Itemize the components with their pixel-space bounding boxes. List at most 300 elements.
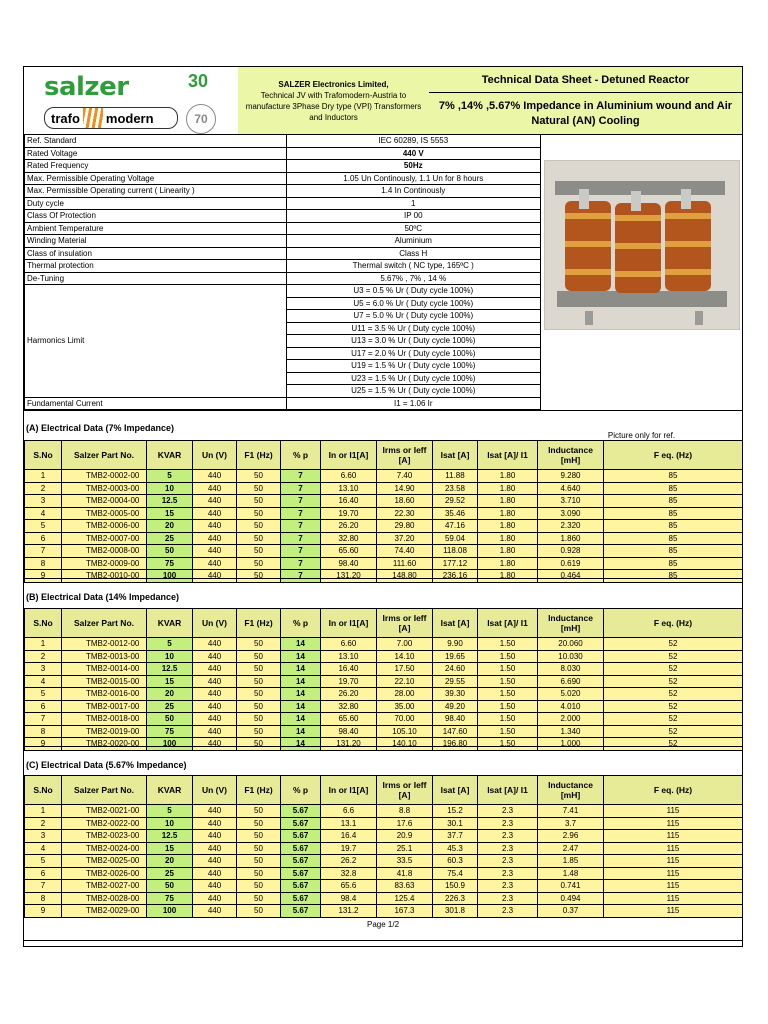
- spec-row: [25, 135, 541, 148]
- table-cell: 1.80: [478, 507, 538, 520]
- table-cell: TMB2-0017-00: [62, 700, 147, 713]
- table-cell: 52: [604, 663, 743, 676]
- column-header: In or I1[A]: [321, 609, 377, 638]
- table-cell: 1.50: [478, 675, 538, 688]
- trafo-logo-left: trafo: [51, 110, 80, 126]
- table-cell: 98.40: [433, 713, 478, 726]
- table-cell: 50: [237, 495, 281, 508]
- table-cell: TMB2-0023-00: [62, 830, 147, 843]
- table-cell: 440: [193, 817, 237, 830]
- table-cell: TMB2-0019-00: [62, 725, 147, 738]
- table-cell: 65.6: [321, 880, 377, 893]
- table-cell: TMB2-0025-00: [62, 855, 147, 868]
- table-cell: 440: [193, 855, 237, 868]
- spec-row: [25, 197, 541, 210]
- table-cell: 7.40: [377, 470, 433, 483]
- table-cell: TMB2-0004-00: [62, 495, 147, 508]
- table-cell: 7.41: [538, 805, 604, 818]
- table-cell: 2.96: [538, 830, 604, 843]
- table-row: [25, 867, 743, 880]
- table-cell: 15: [147, 675, 193, 688]
- spec-label: Rated Voltage: [25, 147, 287, 160]
- table-cell: 5.67: [281, 817, 321, 830]
- table-cell: 301.8: [433, 905, 478, 918]
- table-cell: 100: [147, 738, 193, 751]
- column-header: Salzer Part No.: [62, 441, 147, 470]
- table-cell: 1.48: [538, 867, 604, 880]
- table-row: [25, 532, 743, 545]
- spec-value: I1 = 1.06 Ir: [286, 397, 540, 410]
- table-cell: 8.030: [538, 663, 604, 676]
- table-header-row: [25, 776, 743, 805]
- table-cell: 2.3: [478, 842, 538, 855]
- column-header: In or I1[A]: [321, 441, 377, 470]
- table-cell: 52: [604, 725, 743, 738]
- table-row: [25, 557, 743, 570]
- table-cell: 3: [25, 830, 62, 843]
- table-cell: 440: [193, 675, 237, 688]
- table-cell: 1.50: [478, 650, 538, 663]
- table-cell: 50: [237, 892, 281, 905]
- table-cell: 35.00: [377, 700, 433, 713]
- table-cell: 29.80: [377, 520, 433, 533]
- table-cell: 25: [147, 532, 193, 545]
- table-cell: 50: [237, 700, 281, 713]
- table-cell: 1: [25, 470, 62, 483]
- table-cell: TMB2-0028-00: [62, 892, 147, 905]
- table-cell: 14: [281, 663, 321, 676]
- column-header: S.No: [25, 441, 62, 470]
- table-cell: 150.9: [433, 880, 478, 893]
- column-header: Isat [A]: [433, 609, 478, 638]
- table-row: [25, 650, 743, 663]
- table-row: [25, 495, 743, 508]
- spec-row: [25, 185, 541, 198]
- table-cell: 5.67: [281, 892, 321, 905]
- table-cell: 19.70: [321, 507, 377, 520]
- divider: [24, 746, 742, 747]
- table-cell: 75.4: [433, 867, 478, 880]
- title-block: [429, 67, 742, 134]
- table-row: [25, 545, 743, 558]
- table-cell: 49.20: [433, 700, 478, 713]
- table-cell: 196.80: [433, 738, 478, 751]
- spec-row: [25, 285, 541, 298]
- document-title: Technical Data Sheet - Detuned Reactor: [429, 67, 742, 93]
- spec-value: Thermal switch ( NC type, 165ºC ): [286, 260, 540, 273]
- table-cell: 50: [237, 713, 281, 726]
- table-cell: 1.80: [478, 557, 538, 570]
- table-cell: 35.46: [433, 507, 478, 520]
- table-cell: TMB2-0014-00: [62, 663, 147, 676]
- column-header: Irms or Ieff [A]: [377, 441, 433, 470]
- divider: [24, 410, 742, 411]
- table-cell: 32.80: [321, 700, 377, 713]
- table-cell: TMB2-0002-00: [62, 470, 147, 483]
- table-cell: 17.50: [377, 663, 433, 676]
- table-cell: TMB2-0026-00: [62, 867, 147, 880]
- spec-value: 5.67% , 7% , 14 %: [286, 272, 540, 285]
- table-cell: 7: [281, 520, 321, 533]
- table-cell: 98.40: [321, 557, 377, 570]
- table-cell: 65.60: [321, 713, 377, 726]
- table-cell: 100: [147, 570, 193, 583]
- table-cell: 115: [604, 905, 743, 918]
- column-header: F eq. (Hz): [604, 609, 743, 638]
- table-cell: 37.7: [433, 830, 478, 843]
- column-header: Salzer Part No.: [62, 609, 147, 638]
- table-row: [25, 507, 743, 520]
- table-row: [25, 688, 743, 701]
- table-cell: TMB2-0015-00: [62, 675, 147, 688]
- table-cell: 20: [147, 688, 193, 701]
- table-cell: 7: [281, 495, 321, 508]
- divider: [24, 578, 742, 579]
- column-header: Irms or Ieff [A]: [377, 609, 433, 638]
- table-row: [25, 675, 743, 688]
- table-cell: 0.928: [538, 545, 604, 558]
- table-cell: 50: [237, 470, 281, 483]
- table-cell: 85: [604, 557, 743, 570]
- table-cell: 2.3: [478, 817, 538, 830]
- table-cell: 50: [237, 817, 281, 830]
- table-cell: 22.10: [377, 675, 433, 688]
- table-cell: 131.20: [321, 738, 377, 751]
- table-row: [25, 638, 743, 651]
- table-cell: 26.20: [321, 688, 377, 701]
- trafomodern-70-years-badge: 70: [186, 104, 216, 134]
- datasheet: [23, 66, 743, 947]
- spec-value: 50Hz: [286, 160, 540, 173]
- table-cell: 5.67: [281, 905, 321, 918]
- column-header: KVAR: [147, 441, 193, 470]
- table-cell: 23.58: [433, 482, 478, 495]
- table-cell: 10: [147, 482, 193, 495]
- table-cell: 26.2: [321, 855, 377, 868]
- table-cell: 85: [604, 470, 743, 483]
- table-cell: 60.3: [433, 855, 478, 868]
- table-cell: 5.67: [281, 830, 321, 843]
- specification-table: [24, 134, 541, 410]
- table-cell: 1: [25, 638, 62, 651]
- table-cell: 37.20: [377, 532, 433, 545]
- spec-row: [25, 247, 541, 260]
- table-cell: 115: [604, 817, 743, 830]
- spec-label: Class Of Protection: [25, 210, 287, 223]
- spec-label: Ref. Standard: [25, 135, 287, 148]
- table-cell: 3: [25, 495, 62, 508]
- table-cell: 14: [281, 700, 321, 713]
- table-cell: 50: [237, 905, 281, 918]
- electrical-data-table-b: [24, 608, 743, 751]
- table-cell: 2.000: [538, 713, 604, 726]
- table-cell: 52: [604, 675, 743, 688]
- table-cell: 41.8: [377, 867, 433, 880]
- table-cell: 75: [147, 725, 193, 738]
- table-cell: 9: [25, 905, 62, 918]
- table-cell: 8: [25, 892, 62, 905]
- column-header: F1 (Hz): [237, 441, 281, 470]
- harmonic-value: U11 = 3.5 % Ur ( Duty cycle 100%): [286, 322, 540, 335]
- table-cell: TMB2-0027-00: [62, 880, 147, 893]
- table-cell: 20.060: [538, 638, 604, 651]
- table-cell: 440: [193, 570, 237, 583]
- table-cell: 1.50: [478, 638, 538, 651]
- photo-area: [541, 134, 742, 440]
- table-cell: TMB2-0018-00: [62, 713, 147, 726]
- table-cell: 3: [25, 663, 62, 676]
- table-cell: 167.3: [377, 905, 433, 918]
- table-cell: 52: [604, 638, 743, 651]
- document-subtitle: 7% ,14% ,5.67% Impedance in Aluminium wound and Air Natural (AN) Cooling: [438, 99, 733, 127]
- table-cell: TMB2-0013-00: [62, 650, 147, 663]
- table-cell: 147.60: [433, 725, 478, 738]
- column-header: Un (V): [193, 776, 237, 805]
- table-cell: 7: [281, 570, 321, 583]
- table-cell: 14: [281, 738, 321, 751]
- table-cell: 5.67: [281, 805, 321, 818]
- table-cell: 14: [281, 675, 321, 688]
- table-cell: 440: [193, 842, 237, 855]
- table-cell: 2: [25, 650, 62, 663]
- harmonic-value: U5 = 6.0 % Ur ( Duty cycle 100%): [286, 297, 540, 310]
- table-cell: 83.63: [377, 880, 433, 893]
- table-cell: 32.80: [321, 532, 377, 545]
- table-cell: 6.60: [321, 470, 377, 483]
- table-cell: 440: [193, 880, 237, 893]
- table-row: [25, 570, 743, 583]
- table-cell: 18.60: [377, 495, 433, 508]
- table-cell: 440: [193, 713, 237, 726]
- table-cell: 4: [25, 675, 62, 688]
- table-cell: 25.1: [377, 842, 433, 855]
- table-cell: 50: [237, 855, 281, 868]
- column-header: KVAR: [147, 776, 193, 805]
- spec-row: [25, 172, 541, 185]
- table-cell: 50: [237, 650, 281, 663]
- spec-value: IEC 60289, IS 5553: [286, 135, 540, 148]
- salzer-30-years-badge: 30: [188, 71, 209, 91]
- reactor-photo: [544, 160, 740, 330]
- table-cell: 50: [237, 830, 281, 843]
- table-row: [25, 805, 743, 818]
- table-cell: 6.6: [321, 805, 377, 818]
- table-cell: 440: [193, 805, 237, 818]
- table-cell: 50: [147, 713, 193, 726]
- column-header: F1 (Hz): [237, 776, 281, 805]
- table-cell: 13.1: [321, 817, 377, 830]
- table-cell: 440: [193, 495, 237, 508]
- table-row: [25, 713, 743, 726]
- table-cell: 14.90: [377, 482, 433, 495]
- table-row: [25, 520, 743, 533]
- page-number: Page 1/2: [366, 920, 400, 929]
- spec-label: Duty cycle: [25, 197, 287, 210]
- table-cell: 20: [147, 855, 193, 868]
- table-cell: 12.5: [147, 830, 193, 843]
- table-cell: 75: [147, 892, 193, 905]
- table-cell: 65.60: [321, 545, 377, 558]
- table-cell: 4: [25, 507, 62, 520]
- table-cell: 5: [147, 470, 193, 483]
- table-cell: 52: [604, 738, 743, 751]
- column-header: Isat [A]: [433, 776, 478, 805]
- spec-row: [25, 235, 541, 248]
- table-cell: 5.67: [281, 867, 321, 880]
- column-header: Inductance [mH]: [538, 441, 604, 470]
- spec-label: Rated Frequency: [25, 160, 287, 173]
- table-cell: 30.1: [433, 817, 478, 830]
- spec-label: De-Tuning: [25, 272, 287, 285]
- table-cell: 12.5: [147, 663, 193, 676]
- table-cell: 29.52: [433, 495, 478, 508]
- table-cell: 140.10: [377, 738, 433, 751]
- table-cell: 52: [604, 688, 743, 701]
- company-info: [238, 67, 430, 134]
- table-cell: 7: [281, 470, 321, 483]
- table-cell: 5: [25, 520, 62, 533]
- table-cell: 50: [237, 867, 281, 880]
- table-cell: 2.3: [478, 805, 538, 818]
- table-cell: 1: [25, 805, 62, 818]
- table-cell: 440: [193, 663, 237, 676]
- table-cell: 14: [281, 688, 321, 701]
- table-cell: 236.16: [433, 570, 478, 583]
- table-cell: 440: [193, 520, 237, 533]
- table-cell: 5: [25, 855, 62, 868]
- table-header-row: [25, 441, 743, 470]
- table-cell: 111.60: [377, 557, 433, 570]
- table-cell: 2.3: [478, 830, 538, 843]
- spec-value: 1.05 Un Continously, 1.1 Un for 8 hours: [286, 172, 540, 185]
- table-cell: 7: [281, 557, 321, 570]
- table-row: [25, 892, 743, 905]
- table-cell: 50: [147, 880, 193, 893]
- table-cell: 8: [25, 557, 62, 570]
- spec-row: [25, 272, 541, 285]
- table-cell: 50: [237, 532, 281, 545]
- column-header: KVAR: [147, 609, 193, 638]
- table-cell: 1.80: [478, 470, 538, 483]
- column-header: F1 (Hz): [237, 609, 281, 638]
- harmonic-value: U23 = 1.5 % Ur ( Duty cycle 100%): [286, 372, 540, 385]
- table-cell: 16.4: [321, 830, 377, 843]
- column-header: In or I1[A]: [321, 776, 377, 805]
- spec-value: 1.4 In Continously: [286, 185, 540, 198]
- table-cell: 19.7: [321, 842, 377, 855]
- table-cell: 1.80: [478, 482, 538, 495]
- column-header: Inductance [mH]: [538, 609, 604, 638]
- table-cell: 50: [237, 520, 281, 533]
- table-cell: 4.010: [538, 700, 604, 713]
- table-cell: 1.50: [478, 713, 538, 726]
- table-cell: TMB2-0022-00: [62, 817, 147, 830]
- table-cell: 33.5: [377, 855, 433, 868]
- table-cell: 0.37: [538, 905, 604, 918]
- table-cell: 7: [281, 482, 321, 495]
- spec-value: 1: [286, 197, 540, 210]
- table-cell: 15: [147, 507, 193, 520]
- table-cell: TMB2-0021-00: [62, 805, 147, 818]
- table-cell: 50: [237, 663, 281, 676]
- table-cell: 29.55: [433, 675, 478, 688]
- table-cell: 1.000: [538, 738, 604, 751]
- table-row: [25, 830, 743, 843]
- table-cell: 50: [237, 507, 281, 520]
- table-cell: 440: [193, 638, 237, 651]
- spec-label: Ambient Temperature: [25, 222, 287, 235]
- spec-value: Class H: [286, 247, 540, 260]
- table-cell: 16.40: [321, 663, 377, 676]
- table-cell: 1.50: [478, 663, 538, 676]
- table-cell: TMB2-0029-00: [62, 905, 147, 918]
- table-cell: 47.16: [433, 520, 478, 533]
- table-cell: 2.320: [538, 520, 604, 533]
- table-row: [25, 855, 743, 868]
- table-row: [25, 663, 743, 676]
- table-cell: 115: [604, 842, 743, 855]
- table-cell: 50: [237, 805, 281, 818]
- table-cell: 10.030: [538, 650, 604, 663]
- table-cell: 2.3: [478, 892, 538, 905]
- spec-row: [25, 222, 541, 235]
- table-cell: 5: [25, 688, 62, 701]
- table-cell: 6: [25, 532, 62, 545]
- table-cell: 2.47: [538, 842, 604, 855]
- table-row: [25, 880, 743, 893]
- table-cell: 2.3: [478, 905, 538, 918]
- table-cell: 24.60: [433, 663, 478, 676]
- table-cell: 2.3: [478, 880, 538, 893]
- table-cell: TMB2-0008-00: [62, 545, 147, 558]
- harmonic-value: U19 = 1.5 % Ur ( Duty cycle 100%): [286, 360, 540, 373]
- table-cell: 85: [604, 532, 743, 545]
- table-cell: 15: [147, 842, 193, 855]
- table-cell: 50: [237, 725, 281, 738]
- table-cell: 125.4: [377, 892, 433, 905]
- table-cell: 7: [25, 713, 62, 726]
- table-cell: 148.80: [377, 570, 433, 583]
- spec-row: [25, 147, 541, 160]
- table-cell: 11.88: [433, 470, 478, 483]
- column-header: Un (V): [193, 441, 237, 470]
- table-cell: 1.340: [538, 725, 604, 738]
- harmonic-value: U7 = 5.0 % Ur ( Duty cycle 100%): [286, 310, 540, 323]
- spec-label: Thermal protection: [25, 260, 287, 273]
- table-cell: 440: [193, 507, 237, 520]
- column-header: Un (V): [193, 609, 237, 638]
- column-header: S.No: [25, 776, 62, 805]
- table-cell: 440: [193, 892, 237, 905]
- table-cell: 85: [604, 570, 743, 583]
- table-row: [25, 738, 743, 751]
- spec-row: [25, 397, 541, 410]
- table-cell: 98.40: [321, 725, 377, 738]
- spec-row: [25, 210, 541, 223]
- table-cell: 19.65: [433, 650, 478, 663]
- table-row: [25, 905, 743, 918]
- table-cell: 2.3: [478, 855, 538, 868]
- table-cell: 12.5: [147, 495, 193, 508]
- section-b-title: (B) Electrical Data (14% Impedance): [26, 592, 180, 602]
- table-cell: 85: [604, 545, 743, 558]
- table-cell: 85: [604, 507, 743, 520]
- table-cell: 1.80: [478, 495, 538, 508]
- table-cell: TMB2-0009-00: [62, 557, 147, 570]
- harmonics-label: Harmonics Limit: [25, 285, 287, 398]
- table-cell: 0.464: [538, 570, 604, 583]
- table-row: [25, 700, 743, 713]
